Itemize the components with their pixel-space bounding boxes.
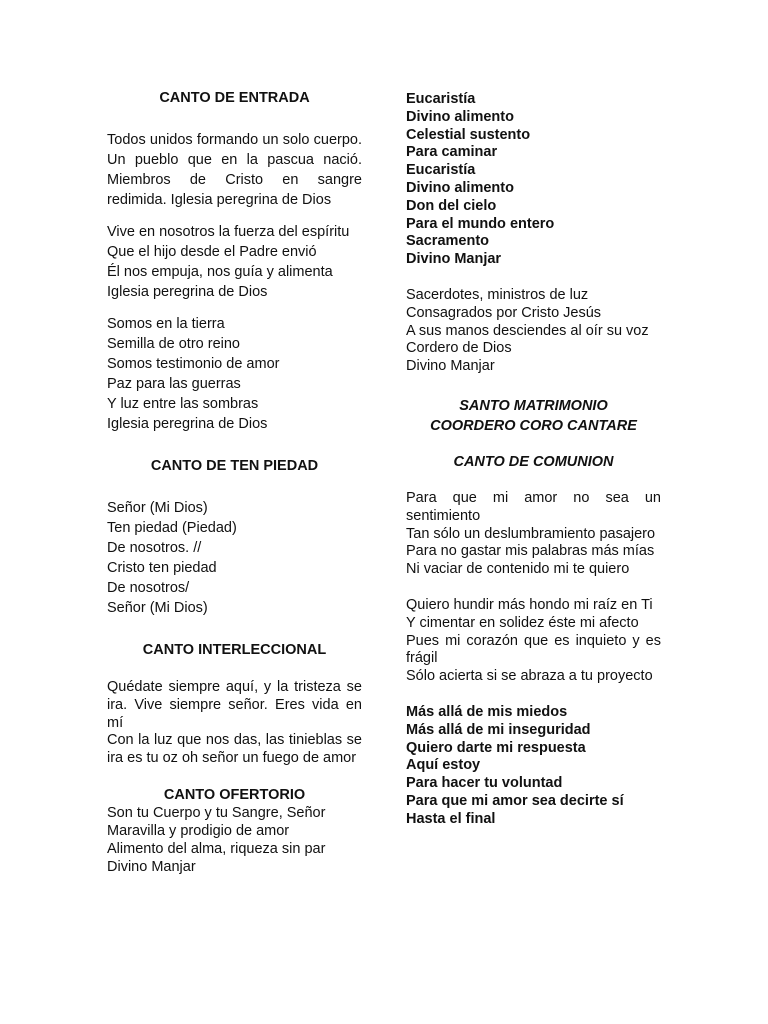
right-column — [406, 91, 661, 829]
lyric-line: Don del cielo — [406, 197, 497, 214]
lyric-line: Tan sólo un deslumbramiento pasajero — [406, 525, 656, 542]
coordero-coro-title: COORDERO CORO CANTARE — [430, 417, 637, 434]
lyric-line: Paz para las guerras — [107, 376, 241, 392]
comunion-stanza-1 — [406, 490, 661, 579]
lyric-line: Divino Manjar — [406, 251, 502, 268]
canto-interleccional-verse-2: Con la luz que nos das, las tinieblas se ira es tu oz oh señor un fuego de amor — [107, 732, 362, 767]
lyric-line: Cordero de Dios — [406, 340, 512, 357]
lyric-line: Y luz entre las sombras — [107, 396, 259, 412]
lyric-line: Para caminar — [406, 144, 498, 161]
lyric-line: Aquí estoy — [406, 757, 481, 774]
lyric-line: Sólo acierta si se abraza a tu proyecto — [406, 668, 653, 685]
canto-comunion-title: CANTO DE COMUNION — [453, 453, 614, 470]
lyric-line: Más allá de mi inseguridad — [406, 721, 591, 738]
eucaristia-chorus — [406, 91, 661, 269]
lyric-line: Que el hijo desde el Padre envió — [107, 244, 317, 260]
comunion-chorus — [406, 704, 661, 829]
lyric-line: Y cimentar en solidez éste mi afecto — [406, 614, 639, 631]
lyric-line: Cristo ten piedad — [107, 560, 217, 576]
canto-interleccional-title: CANTO INTERLECCIONAL — [142, 642, 327, 658]
lyric-line: Quiero darte mi respuesta — [406, 739, 586, 756]
lyric-line: A sus manos desciendes al oír su voz — [406, 322, 649, 339]
canto-entrada-verse-1: Todos unidos formando un solo cuerpo. Un pueblo que en la pascua nació. Miembros de Cristo en sangre redimida. Iglesia peregrina de Dios — [107, 132, 362, 208]
canto-interleccional-verse-1: Quédate siempre aquí, y la tristeza se ira. Vive siempre señor. Eres vida en mí — [107, 679, 362, 731]
canto-entrada-title: CANTO DE ENTRADA — [159, 90, 310, 106]
lyric-line: Para el mundo entero — [406, 215, 555, 232]
lyric-line: Señor (Mi Dios) — [107, 500, 208, 516]
lyric-line: Él nos empuja, nos guía y alimenta — [107, 264, 333, 280]
lyric-line: Iglesia peregrina de Dios — [107, 284, 268, 300]
lyric-line: Semilla de otro reino — [107, 336, 240, 352]
canto-piedad-title: CANTO DE TEN PIEDAD — [150, 458, 319, 474]
lyric-line: Son tu Cuerpo y tu Sangre, Señor — [107, 804, 326, 821]
canto-ofertorio-verse — [107, 804, 362, 876]
lyric-line: Más allá de mis miedos — [406, 703, 568, 720]
canto-ofertorio-title: CANTO OFERTORIO — [163, 786, 306, 803]
lyric-line: Sacramento — [406, 233, 490, 250]
lyric-line: Alimento del alma, riqueza sin par — [107, 840, 326, 857]
lyric-line: Hasta el final — [406, 810, 496, 827]
lyric-line: Eucaristía — [406, 91, 476, 107]
lyric-line: De nosotros/ — [107, 580, 190, 596]
lyric-line: Pues mi corazón que es inquieto y es frágil — [406, 632, 661, 667]
lyric-line: Ni vaciar de contenido mi te quiero — [406, 561, 630, 578]
lyric-line: Para no gastar mis palabras más mías — [406, 543, 655, 560]
lyric-line: Para hacer tu voluntad — [406, 775, 563, 792]
lyric-line: Vive en nosotros la fuerza del espíritu — [107, 224, 350, 240]
canto-entrada-verse-3 — [107, 314, 362, 434]
ofertorio-verse-2 — [406, 287, 661, 376]
lyric-line: Divino Manjar — [107, 858, 196, 875]
lyric-line: Ten piedad (Piedad) — [107, 520, 237, 536]
lyric-line: Para que mi amor no sea un sentimiento — [406, 489, 661, 524]
santo-matrimonio-title: SANTO MATRIMONIO — [459, 397, 608, 414]
canto-piedad-verse — [107, 498, 362, 618]
lyric-line: Para que mi amor sea decirte sí — [406, 792, 624, 809]
lyric-line: Divino alimento — [406, 108, 514, 125]
lyric-line: Somos testimonio de amor — [107, 356, 280, 372]
canto-entrada-verse-2 — [107, 222, 362, 302]
lyric-line: Celestial sustento — [406, 126, 531, 143]
lyric-line: Señor (Mi Dios) — [107, 600, 208, 616]
left-column — [107, 88, 362, 876]
lyric-line: Consagrados por Cristo Jesús — [406, 304, 602, 321]
lyric-line: Sacerdotes, ministros de luz — [406, 286, 589, 303]
lyric-line: Divino alimento — [406, 179, 514, 196]
lyric-line: Divino Manjar — [406, 358, 495, 375]
lyric-line: De nosotros. // — [107, 540, 202, 556]
lyric-line: Iglesia peregrina de Dios — [107, 416, 268, 432]
lyric-line: Maravilla y prodigio de amor — [107, 822, 290, 839]
lyric-line: Somos en la tierra — [107, 316, 225, 332]
comunion-stanza-2 — [406, 597, 661, 686]
lyric-line: Eucaristía — [406, 162, 476, 179]
lyric-line: Quiero hundir más hondo mi raíz en Ti — [406, 596, 653, 613]
